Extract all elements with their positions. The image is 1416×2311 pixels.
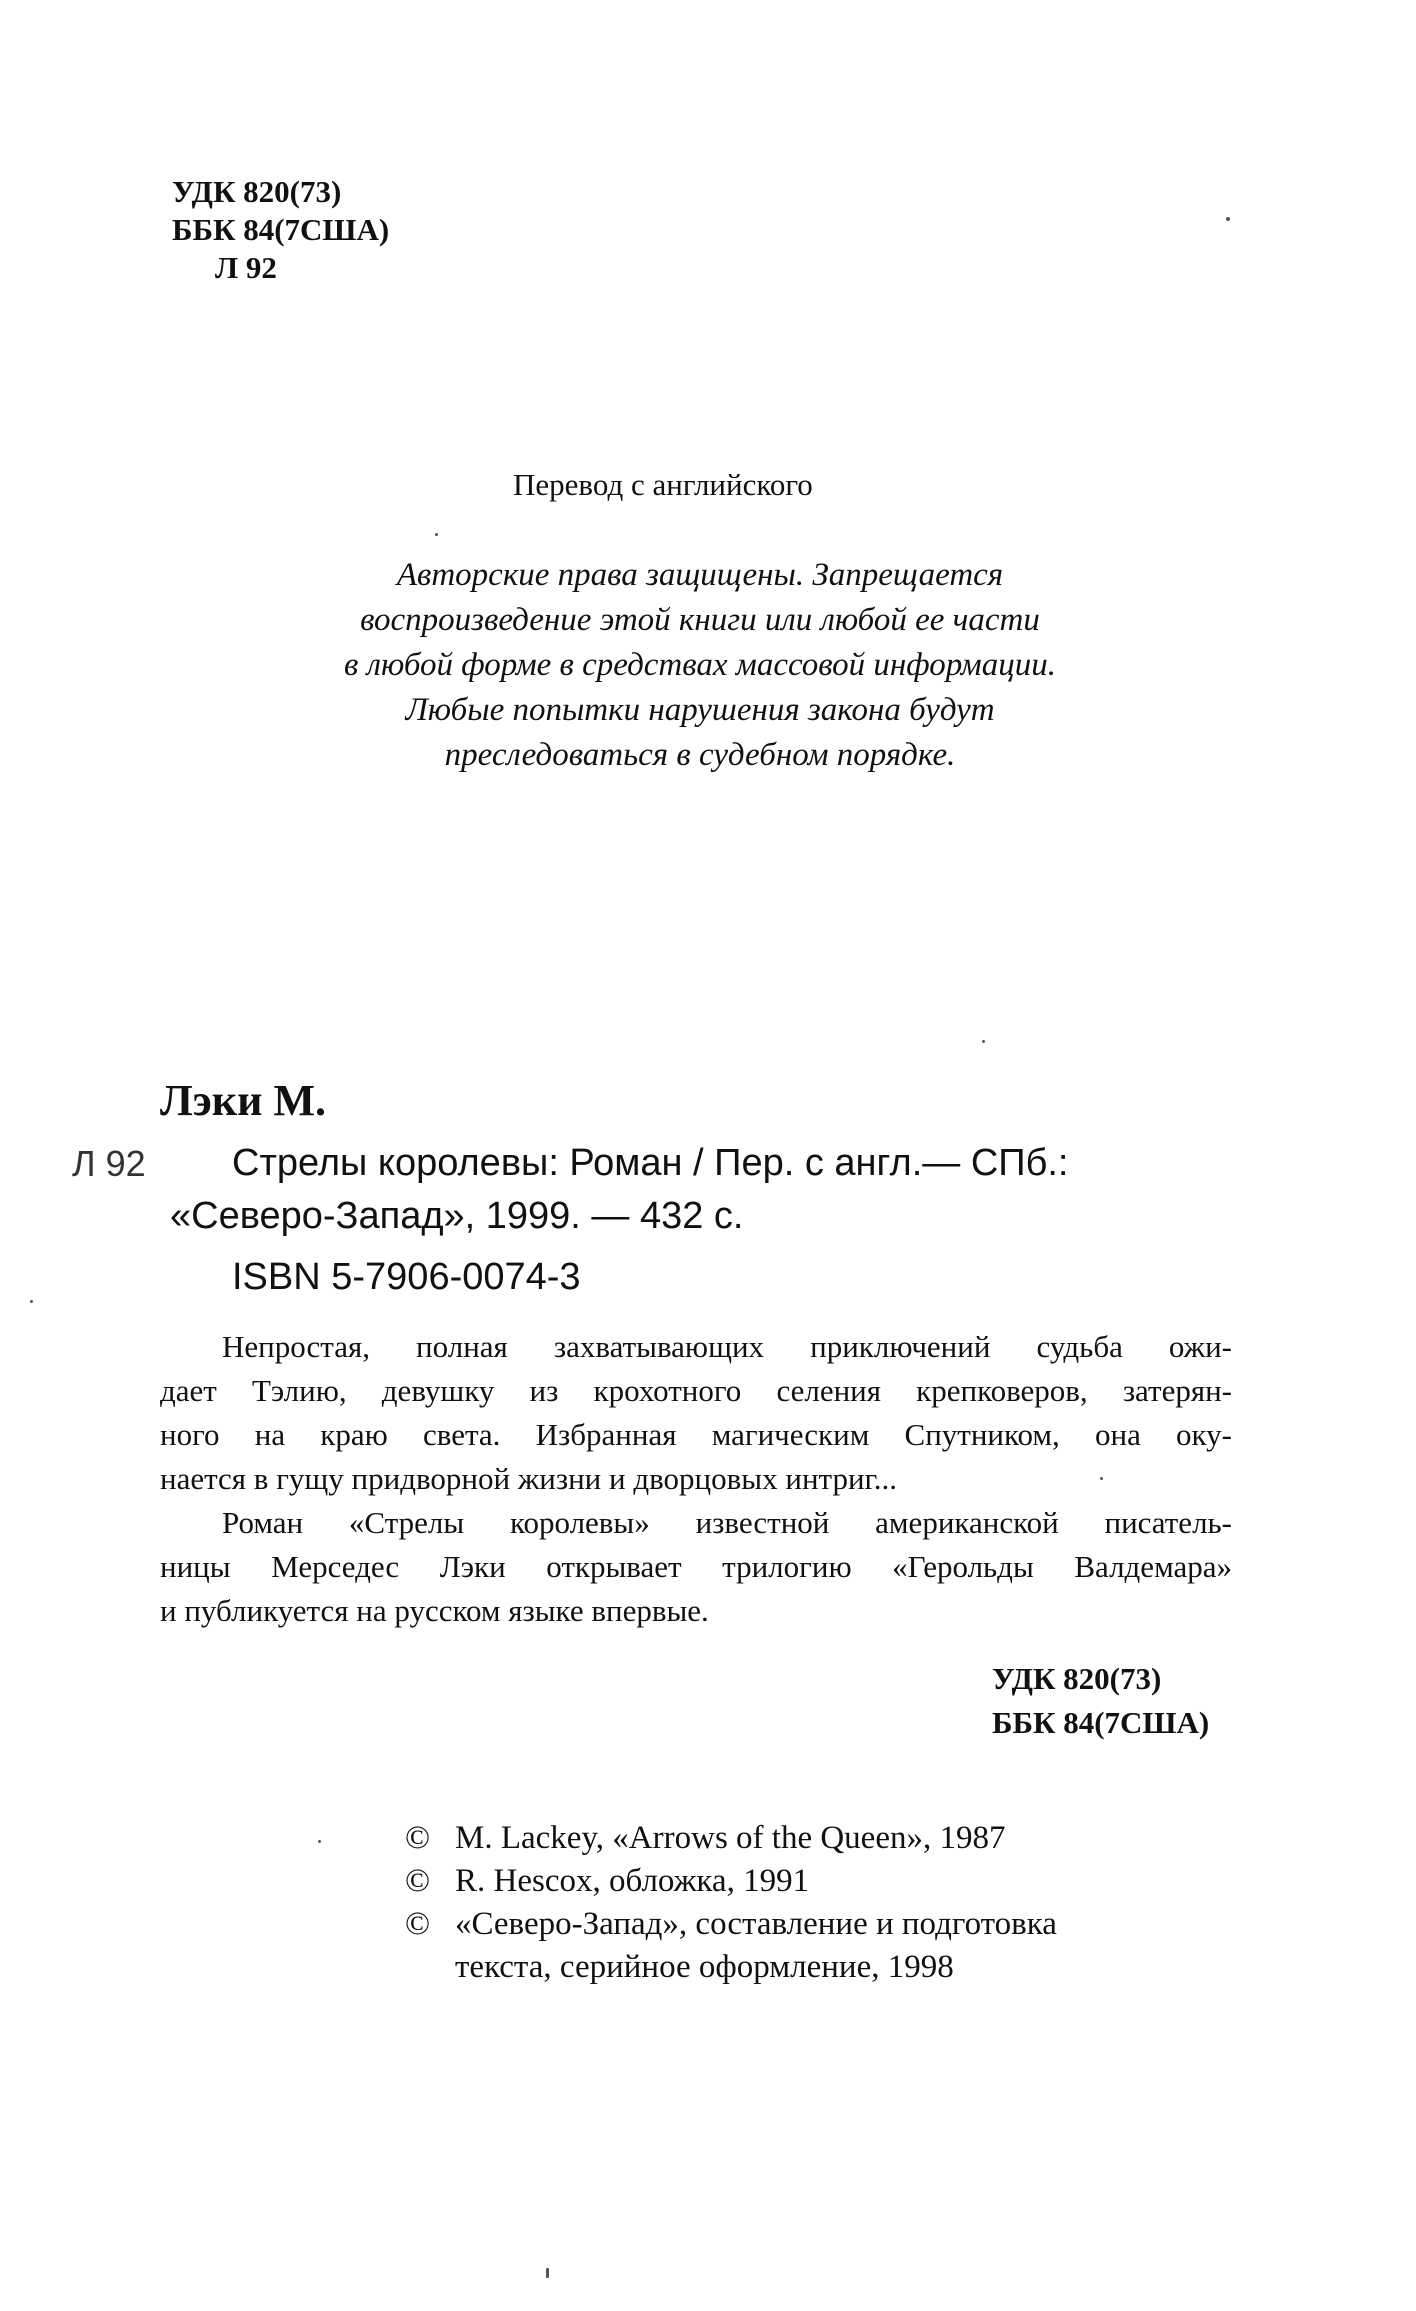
copyright-text: «Северо-Запад», составление и подготовка <box>455 1906 1057 1942</box>
udk-code-bottom: УДК 820(73) <box>992 1661 1162 1696</box>
copyright-text: текста, серийное оформление, 1998 <box>455 1949 954 1985</box>
rights-notice-line: воспроизведение этой книги или любой ее части <box>360 602 1040 638</box>
rights-notice-line: Авторские права защищены. Запрещается <box>396 557 1004 593</box>
copyright-symbol: © <box>405 1906 431 1942</box>
rights-notice-line: в любой форме в средствах массовой информации. <box>344 647 1056 683</box>
scan-speck <box>982 1040 985 1043</box>
rights-notice-line: преследоваться в судебном порядке. <box>444 737 956 773</box>
scan-speck <box>1100 1477 1103 1480</box>
rights-notice-line: Любые попытки нарушения закона будут <box>405 692 995 728</box>
bbk-code-top: ББК 84(7США) <box>172 212 390 247</box>
scan-speck <box>30 1300 33 1303</box>
copyright-continuation <box>405 1946 954 1989</box>
scan-speck <box>435 533 438 536</box>
annotation-line: ного на краю света. Избранная магическим Спутником, она оку- <box>160 1417 1232 1452</box>
scan-speck <box>318 1840 321 1843</box>
copyright-text: M. Lackey, «Arrows of the Queen», 1987 <box>455 1820 1006 1856</box>
annotation-line: нается в гущу придворной жизни и дворцовых интриг... <box>160 1461 898 1496</box>
author-heading: Лэки М. <box>160 1076 327 1125</box>
annotation <box>160 1325 1232 1633</box>
copyright-item <box>405 1860 809 1903</box>
copyright-item <box>405 1903 1057 1946</box>
annotation-line: ницы Мерседес Лэки открывает трилогию «Герольды Валдемара» <box>160 1549 1232 1584</box>
copyright-text: R. Hescox, обложка, 1991 <box>455 1863 810 1899</box>
copyright-symbol: © <box>405 1863 431 1899</box>
isbn: ISBN 5-7906-0074-3 <box>232 1256 581 1298</box>
translation-note: Перевод с английского <box>513 467 813 502</box>
rights-notice <box>200 553 1200 778</box>
annotation-line: и публикуется на русском языке впервые. <box>160 1593 709 1628</box>
book-title-line: Стрелы королевы: Роман / Пер. с англ.— СПб.: <box>232 1142 1069 1184</box>
publisher-line: «Северо-Запад», 1999. — 432 с. <box>170 1195 744 1237</box>
annotation-line: Непростая, полная захватывающих приключений судьба ожи- <box>222 1329 1232 1364</box>
catalog-code: Л 92 <box>72 1143 146 1184</box>
bbk-code-bottom: ББК 84(7США) <box>992 1705 1210 1740</box>
scan-speck <box>1226 217 1230 221</box>
copyright-symbol: © <box>405 1820 431 1856</box>
copyright-item <box>405 1817 1005 1860</box>
author-mark-top: Л 92 <box>215 250 277 285</box>
udk-code-top: УДК 820(73) <box>172 174 342 209</box>
annotation-line: Роман «Стрелы королевы» известной американской писатель- <box>222 1505 1232 1540</box>
annotation-line: дает Тэлию, девушку из крохотного селения крепковеров, затерян- <box>160 1373 1232 1408</box>
scan-speck <box>546 2268 549 2278</box>
